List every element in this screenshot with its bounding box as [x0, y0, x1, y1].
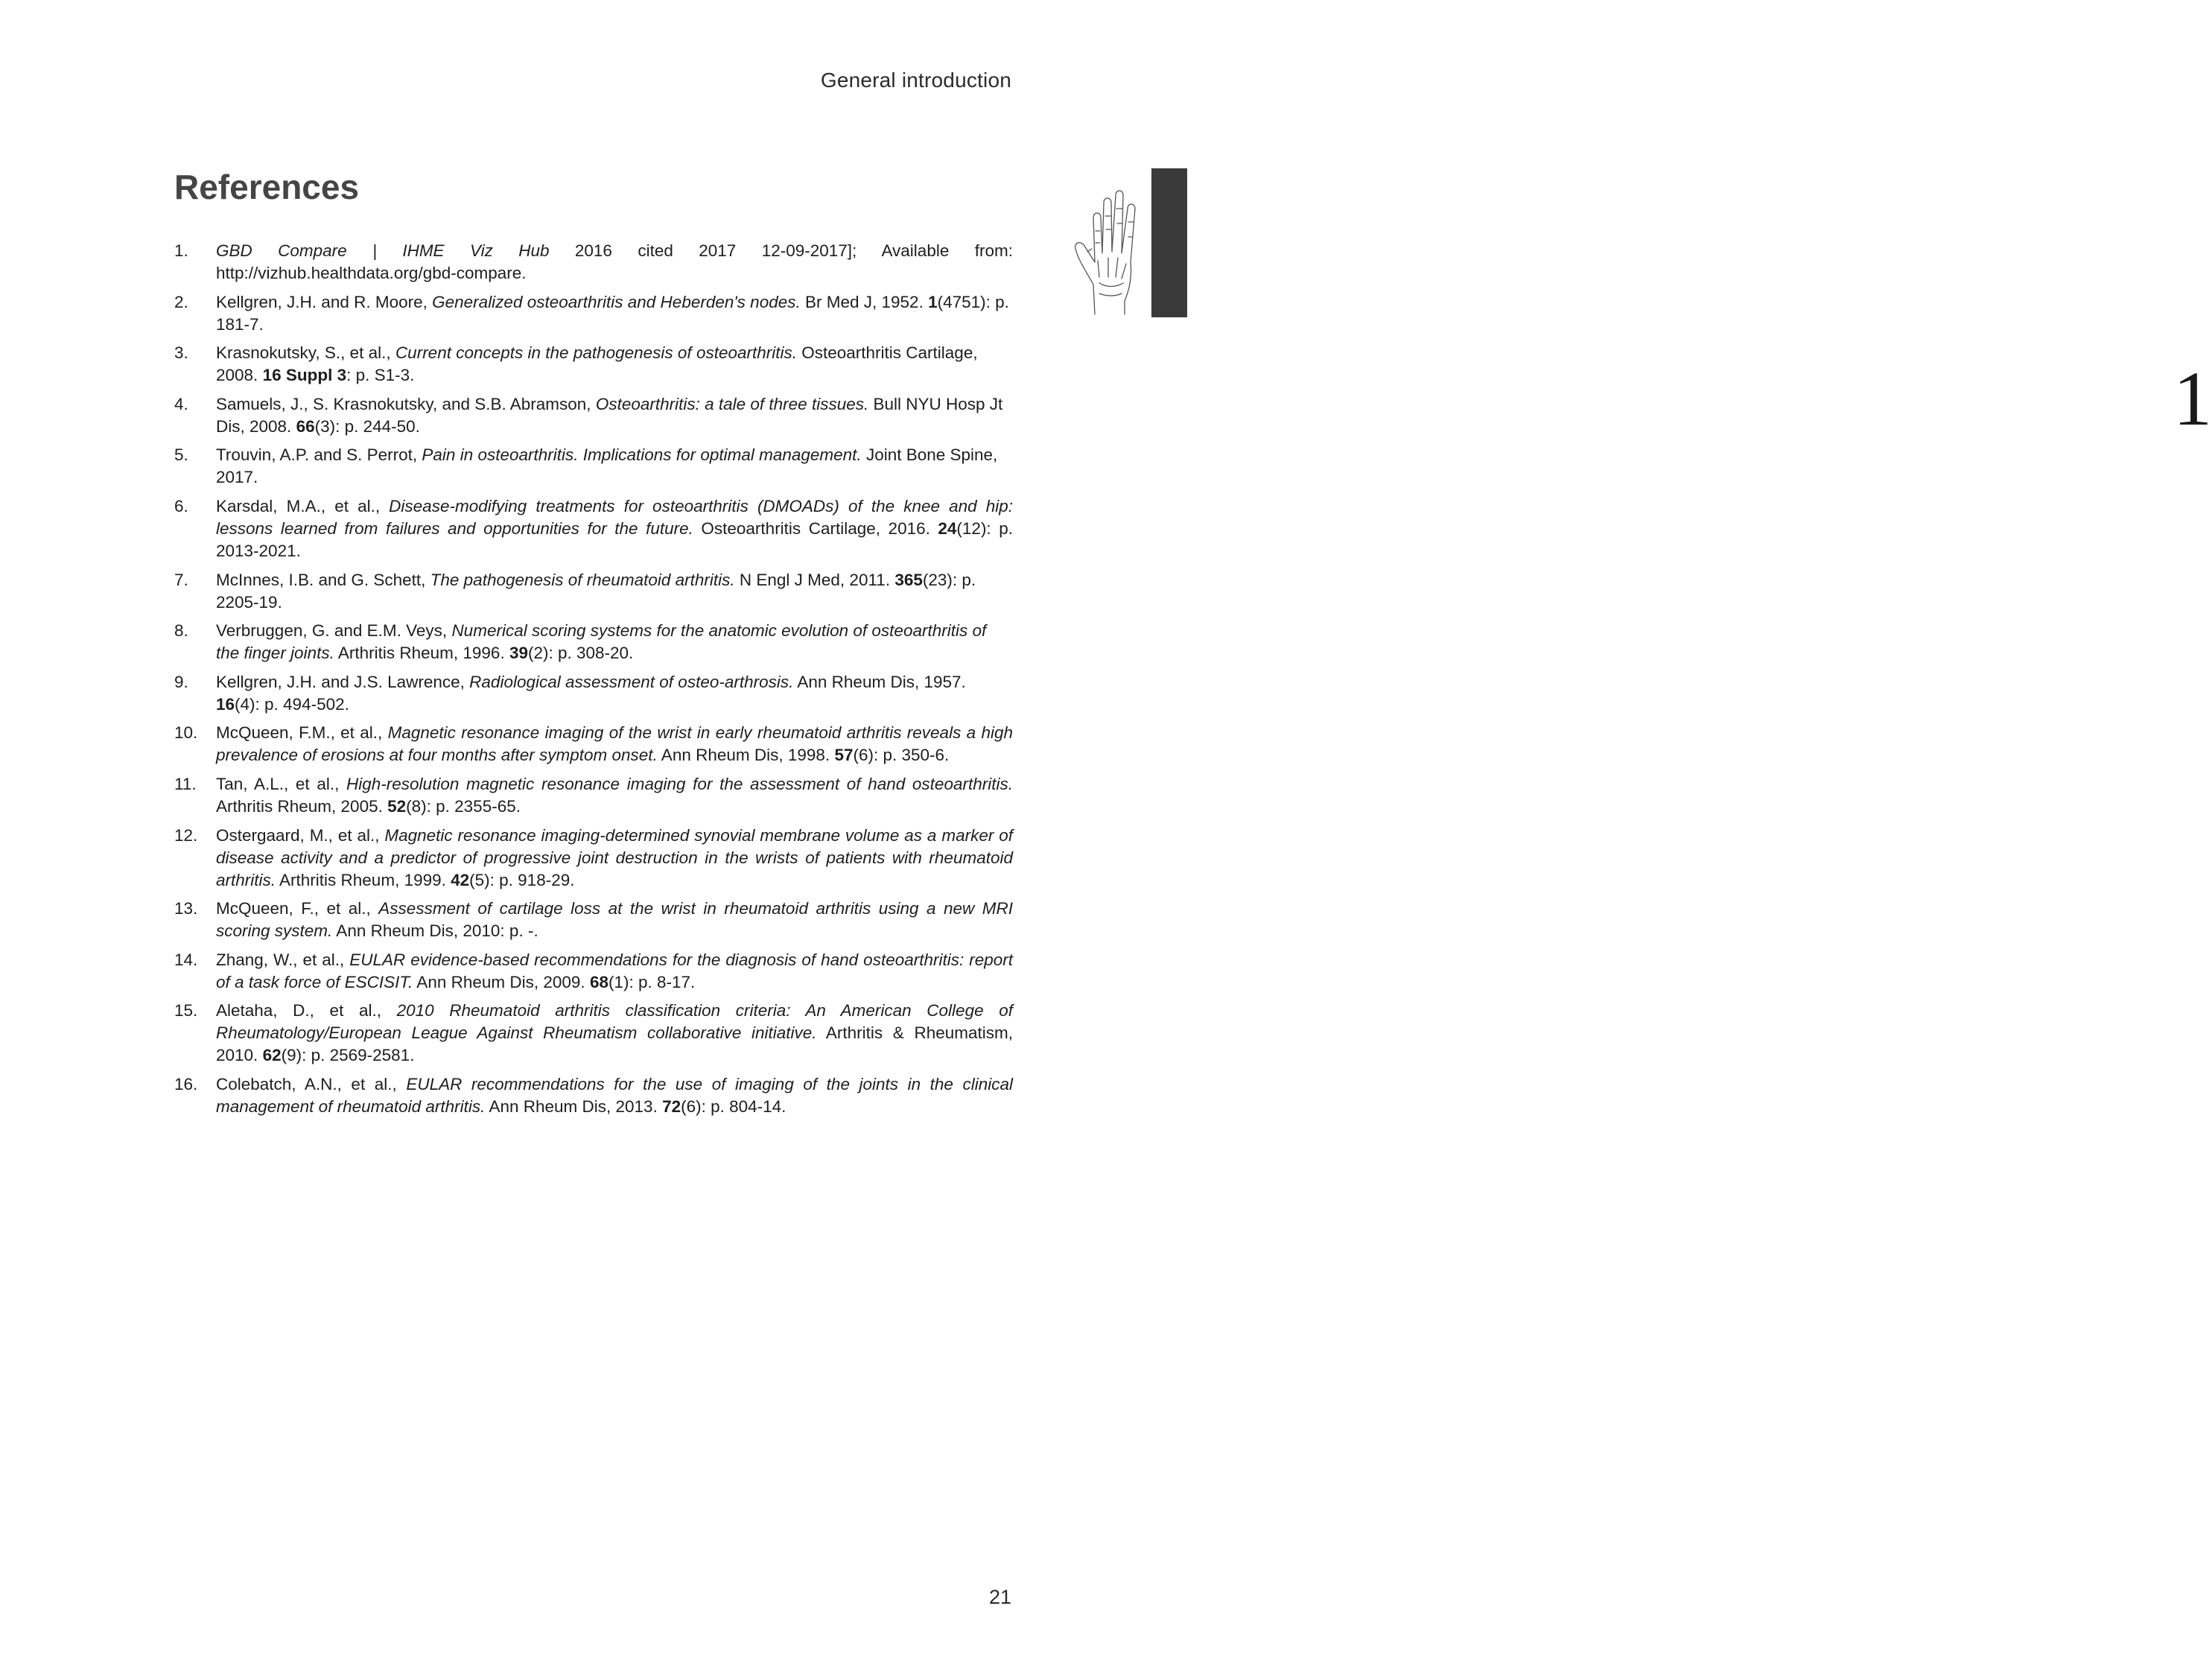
reference-item	[174, 240, 1013, 285]
reference-title: Magnetic resonance imaging of the wrist in early rheumatoid arthritis reveals a high prevalence of erosions at four months after symptom onset.	[216, 723, 1013, 765]
reference-authors: Tan, A.L., et al.,	[216, 774, 347, 793]
section-title: References	[174, 168, 360, 206]
reference-number: 9.	[174, 672, 188, 691]
reference-volume: 62	[262, 1046, 282, 1065]
reference-number: 8.	[174, 621, 188, 641]
reference-item	[174, 825, 1013, 892]
reference-source: Ann Rheum Dis, 2009.	[413, 972, 590, 991]
reference-title: Magnetic resonance imaging-determined synovial membrane volume as a marker of disease activity and a predictor of progressive joint destruction in the wrists of patients with rheumatoid arthritis.	[216, 825, 1013, 889]
reference-number: 3.	[174, 343, 188, 363]
running-header: General introduction	[820, 69, 1011, 92]
reference-authors: Trouvin, A.P. and S. Perrot,	[216, 445, 422, 465]
reference-title: Generalized osteoarthritis and Heberden's nodes.	[432, 292, 801, 311]
reference-number: 1.	[174, 241, 188, 260]
reference-source: Arthritis & Rheumatism, 2010.	[216, 1023, 1013, 1065]
reference-item	[174, 671, 1013, 716]
reference-number: 11.	[174, 774, 197, 793]
reference-text	[216, 444, 1013, 489]
reference-number: 14.	[174, 950, 198, 969]
reference-item	[174, 949, 1013, 994]
reference-list	[174, 240, 1013, 1125]
reference-title: Numerical scoring systems for the anatomic evolution of osteoarthritis of the finger joints.	[216, 621, 987, 663]
reference-title: The pathogenesis of rheumatoid arthritis.	[430, 570, 735, 589]
reference-authors: Kellgren, J.H. and R. Moore,	[216, 292, 433, 311]
reference-text	[216, 671, 1013, 716]
reference-text	[216, 291, 1013, 336]
reference-title: Pain in osteoarthritis. Implications for optimal management.	[422, 445, 862, 465]
reference-pages: (4): p. 494-502.	[235, 694, 349, 714]
chapter-tab	[1151, 168, 1187, 317]
reference-pages: (1): p. 8-17.	[608, 972, 696, 991]
reference-title: High-resolution magnetic resonance imaging for the assessment of hand osteoarthritis.	[346, 774, 1013, 793]
reference-volume: 72	[662, 1096, 681, 1116]
reference-volume: 57	[834, 746, 854, 765]
reference-text	[216, 773, 1013, 818]
reference-number: 5.	[174, 445, 188, 465]
reference-title: EULAR evidence-based recommendations for the diagnosis of hand osteoarthritis: report of a task force of ESCISIT.	[216, 950, 1013, 991]
reference-pages: : p. S1-3.	[346, 366, 415, 385]
reference-source: Ann Rheum Dis, 2010: p. -.	[332, 921, 538, 941]
reference-pages: (3): p. 244-50.	[314, 416, 420, 436]
reference-source: Arthritis Rheum, 1999.	[276, 870, 451, 889]
reference-title: Radiological assessment of osteo-arthrosis.	[469, 672, 794, 691]
reference-text	[216, 1073, 1013, 1118]
reference-source: Osteoarthritis Cartilage, 2008.	[216, 343, 978, 385]
reference-volume: 16	[216, 694, 235, 714]
reference-text	[216, 240, 1013, 285]
reference-text	[216, 393, 1013, 438]
reference-source: Br Med J, 1952.	[800, 292, 929, 311]
reference-pages: (12): p. 2013-2021.	[216, 518, 1013, 560]
reference-text	[216, 898, 1013, 942]
reference-item	[174, 773, 1013, 818]
reference-authors: McQueen, F.M., et al.,	[216, 723, 388, 743]
reference-text	[216, 569, 1013, 614]
reference-item	[174, 393, 1013, 438]
reference-text	[216, 495, 1013, 562]
reference-title: Current concepts in the pathogenesis of osteoarthritis.	[395, 343, 797, 363]
reference-volume: 39	[509, 644, 528, 663]
reference-authors: Colebatch, A.N., et al.,	[216, 1074, 407, 1093]
reference-title: Assessment of cartilage loss at the wrist in rheumatoid arthritis using a new MRI scoring system.	[216, 899, 1013, 941]
reference-text	[216, 1000, 1013, 1067]
reference-number: 13.	[174, 899, 198, 918]
reference-number: 6.	[174, 496, 188, 515]
reference-authors: McInnes, I.B. and G. Schett,	[216, 570, 430, 589]
reference-authors: McQueen, F., et al.,	[216, 899, 379, 918]
reference-volume: 42	[451, 870, 470, 889]
reference-authors: Aletaha, D., et al.,	[216, 1001, 397, 1020]
reference-number: 10.	[174, 723, 198, 743]
reference-authors: Zhang, W., et al.,	[216, 950, 350, 969]
reference-source: Osteoarthritis Cartilage, 2016.	[693, 518, 938, 538]
reference-pages: (5): p. 918-29.	[469, 870, 575, 889]
reference-title: 2010 Rheumatoid arthritis classification criteria: An American College of Rheumatology/European League Against Rheumatism collaborative initiative.	[216, 1001, 1013, 1043]
reference-source: Ann Rheum Dis, 1998.	[657, 746, 835, 765]
reference-authors: Karsdal, M.A., et al.,	[216, 496, 390, 515]
reference-item	[174, 444, 1013, 489]
reference-source: Arthritis Rheum, 1996.	[334, 644, 509, 663]
reference-source: Arthritis Rheum, 2005.	[216, 796, 388, 816]
reference-item	[174, 620, 1013, 664]
reference-pages: (6): p. 804-14.	[681, 1096, 786, 1116]
reference-authors: Krasnokutsky, S., et al.,	[216, 343, 395, 363]
reference-authors: Samuels, J., S. Krasnokutsky, and S.B. Abramson,	[216, 394, 596, 413]
reference-text	[216, 722, 1013, 766]
hand-icon	[1072, 165, 1154, 322]
reference-item	[174, 291, 1013, 336]
chapter-number: 1	[2173, 356, 2212, 442]
reference-volume: 52	[387, 796, 407, 816]
reference-number: 4.	[174, 394, 188, 413]
reference-text	[216, 342, 1013, 387]
reference-pages: (2): p. 308-20.	[527, 644, 634, 663]
reference-authors: Verbruggen, G. and E.M. Veys,	[216, 621, 452, 641]
reference-volume: 1	[928, 292, 938, 311]
reference-source: N Engl J Med, 2011.	[734, 570, 895, 589]
reference-item	[174, 495, 1013, 562]
reference-volume: 16 Suppl 3	[262, 366, 347, 385]
reference-source: Bull NYU Hosp Jt Dis, 2008.	[216, 394, 1003, 436]
reference-item	[174, 569, 1013, 614]
reference-authors: Ostergaard, M., et al.,	[216, 825, 385, 845]
reference-title: Osteoarthritis: a tale of three tissues.	[595, 394, 869, 413]
reference-number: 12.	[174, 825, 198, 845]
reference-volume: 68	[589, 972, 608, 991]
reference-item	[174, 1000, 1013, 1067]
reference-source: 2016 cited 2017 12-09-2017]; Available from: http://vizhub.healthdata.org/gbd-compare.	[216, 241, 1013, 282]
page-number: 21	[988, 1586, 1011, 1608]
reference-source: Ann Rheum Dis, 1957.	[793, 672, 966, 691]
reference-source: Joint Bone Spine, 2017.	[216, 445, 998, 487]
reference-volume: 24	[938, 518, 957, 538]
reference-title: GBD Compare | IHME Viz Hub	[216, 241, 550, 260]
reference-volume: 66	[296, 416, 315, 436]
reference-title: EULAR recommendations for the use of imaging of the joints in the clinical management of rheumatoid arthritis.	[216, 1074, 1013, 1116]
reference-source: Ann Rheum Dis, 2013.	[485, 1096, 663, 1116]
chapter-emblem	[1072, 165, 2212, 442]
reference-text	[216, 949, 1013, 994]
reference-item	[174, 342, 1013, 387]
reference-pages: (8): p. 2355-65.	[406, 796, 521, 816]
reference-number: 15.	[174, 1001, 198, 1020]
reference-volume: 365	[894, 570, 923, 589]
reference-pages: (4751): p. 181-7.	[216, 292, 1009, 334]
reference-item	[174, 722, 1013, 766]
reference-number: 16.	[174, 1074, 198, 1093]
reference-pages: (6): p. 350-6.	[853, 746, 950, 765]
reference-authors: Kellgren, J.H. and J.S. Lawrence,	[216, 672, 470, 691]
reference-pages: (23): p. 2205-19.	[216, 570, 976, 612]
reference-pages: (9): p. 2569-2581.	[281, 1046, 415, 1065]
reference-number: 2.	[174, 292, 188, 311]
reference-text	[216, 620, 1013, 664]
reference-item	[174, 898, 1013, 942]
reference-item	[174, 1073, 1013, 1118]
reference-text	[216, 825, 1013, 892]
reference-title: Disease-modifying treatments for osteoarthritis (DMOADs) of the knee and hip: lessons learned from failures and opportunities for the future.	[216, 496, 1014, 538]
reference-number: 7.	[174, 570, 188, 589]
